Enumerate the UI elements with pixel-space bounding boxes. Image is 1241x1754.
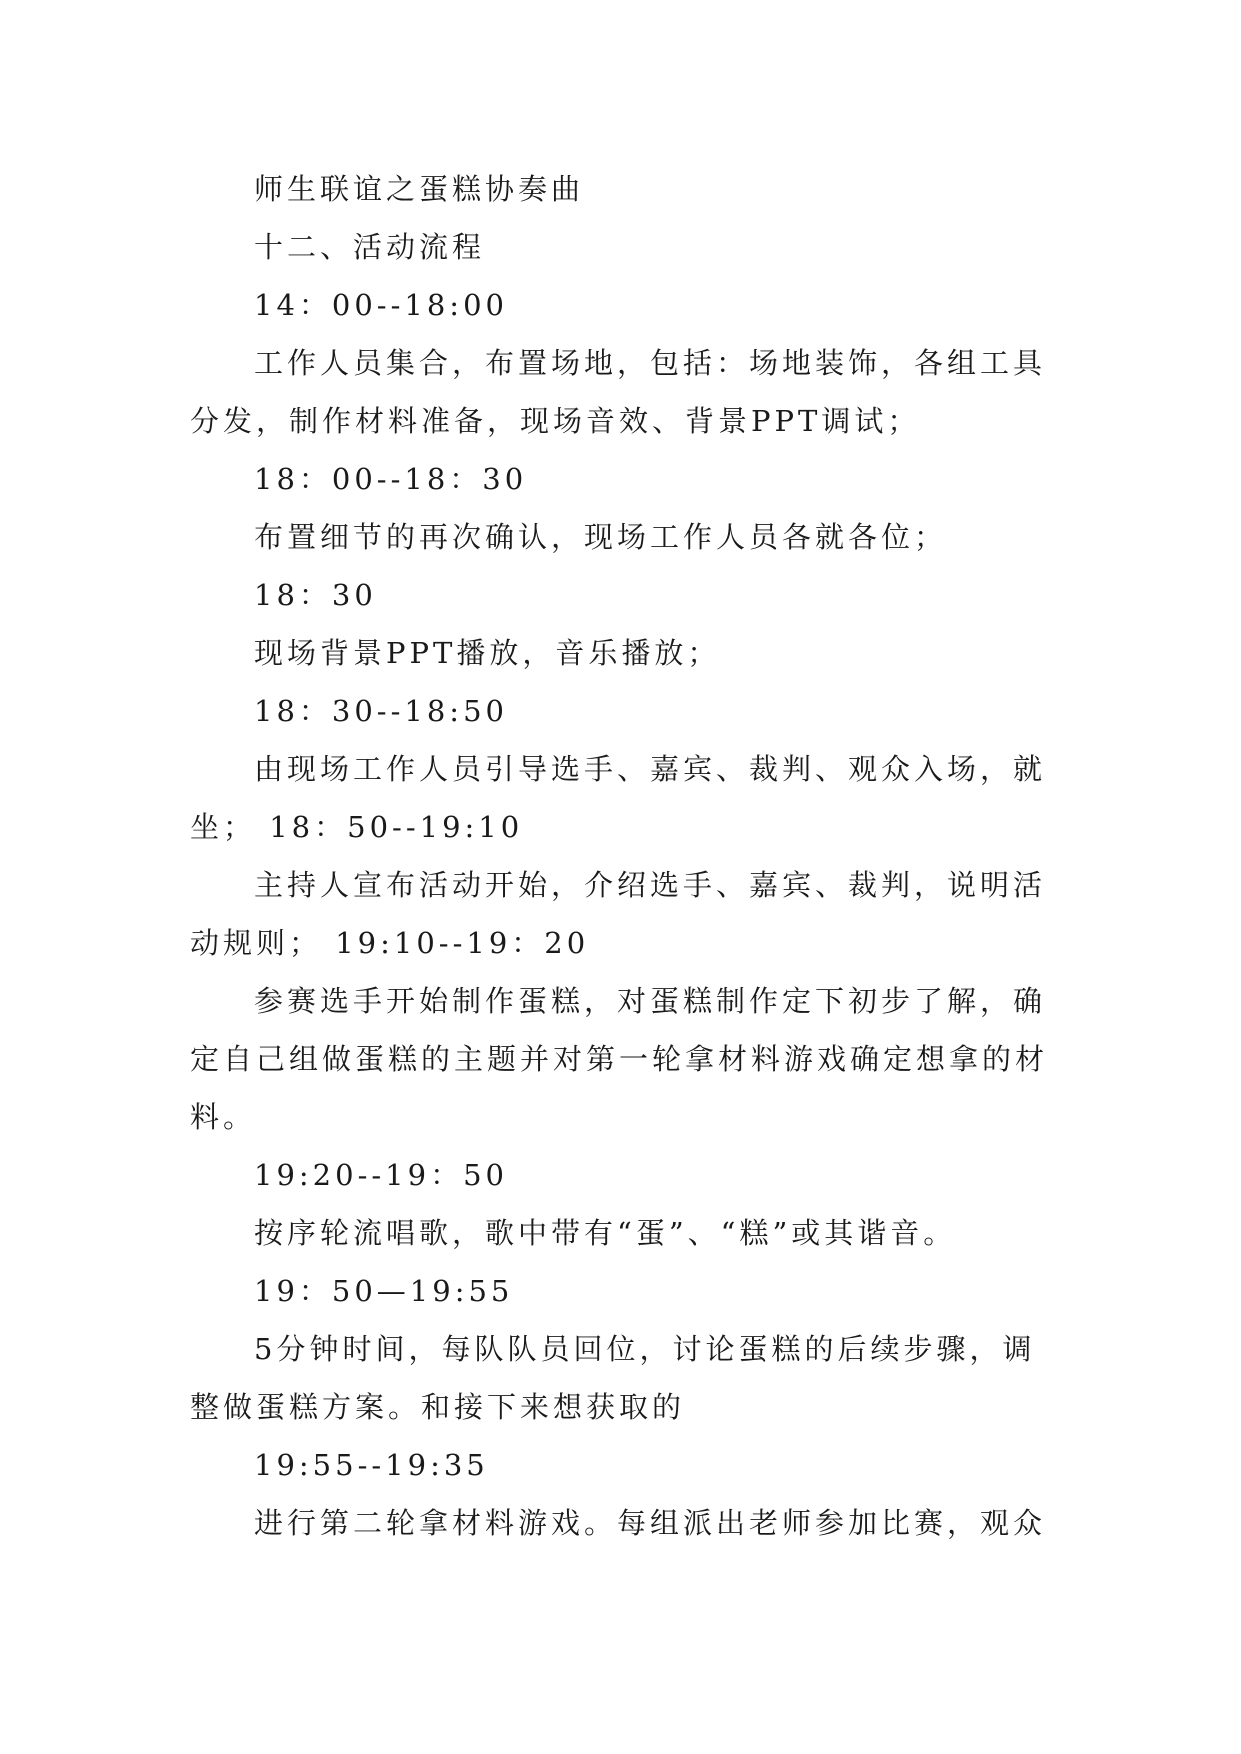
document-body — [190, 160, 1055, 1552]
paragraph: 参赛选手开始制作蛋糕，对蛋糕制作定下初步了解，确定自己组做蛋糕的主题并对第一轮拿材料游戏确定想拿的材料。 — [190, 984, 1049, 1134]
time-slot: 14：00--18:00 — [254, 288, 508, 322]
time-slot: 19:55--19:35 — [254, 1448, 489, 1482]
paragraph: 主持人宣布活动开始，介绍选手、嘉宾、裁判，说明活动规则； 19:10--19：20 — [190, 868, 1047, 960]
time-slot: 18：30--18:50 — [254, 694, 508, 728]
paragraph: 按序轮流唱歌，歌中带有“蛋”、“糕”或其谐音。 — [254, 1216, 957, 1250]
time-slot: 19：50—19:55 — [254, 1274, 514, 1308]
paragraph: 工作人员集合，布置场地，包括：场地装饰，各组工具分发，制作材料准备，现场音效、背景PPT调试； — [190, 346, 1047, 438]
paragraph: 进行第二轮拿材料游戏。每组派出老师参加比赛，观众 — [254, 1506, 1047, 1540]
time-slot: 18：00--18：30 — [254, 462, 528, 496]
time-slot: 19:20--19：50 — [254, 1158, 508, 1192]
section-heading: 十二、活动流程 — [254, 230, 486, 264]
paragraph: 现场背景PPT播放，音乐播放； — [254, 636, 721, 670]
document-heading: 师生联谊之蛋糕协奏曲 — [254, 172, 585, 206]
paragraph: 布置细节的再次确认，现场工作人员各就各位； — [254, 520, 948, 554]
time-slot: 18：30 — [254, 578, 377, 612]
paragraph: 由现场工作人员引导选手、嘉宾、裁判、观众入场，就坐； 18：50--19:10 — [190, 752, 1047, 844]
paragraph: 5分钟时间，每队队员回位，讨论蛋糕的后续步骤，调整做蛋糕方案。和接下来想获取的 — [190, 1332, 1036, 1424]
